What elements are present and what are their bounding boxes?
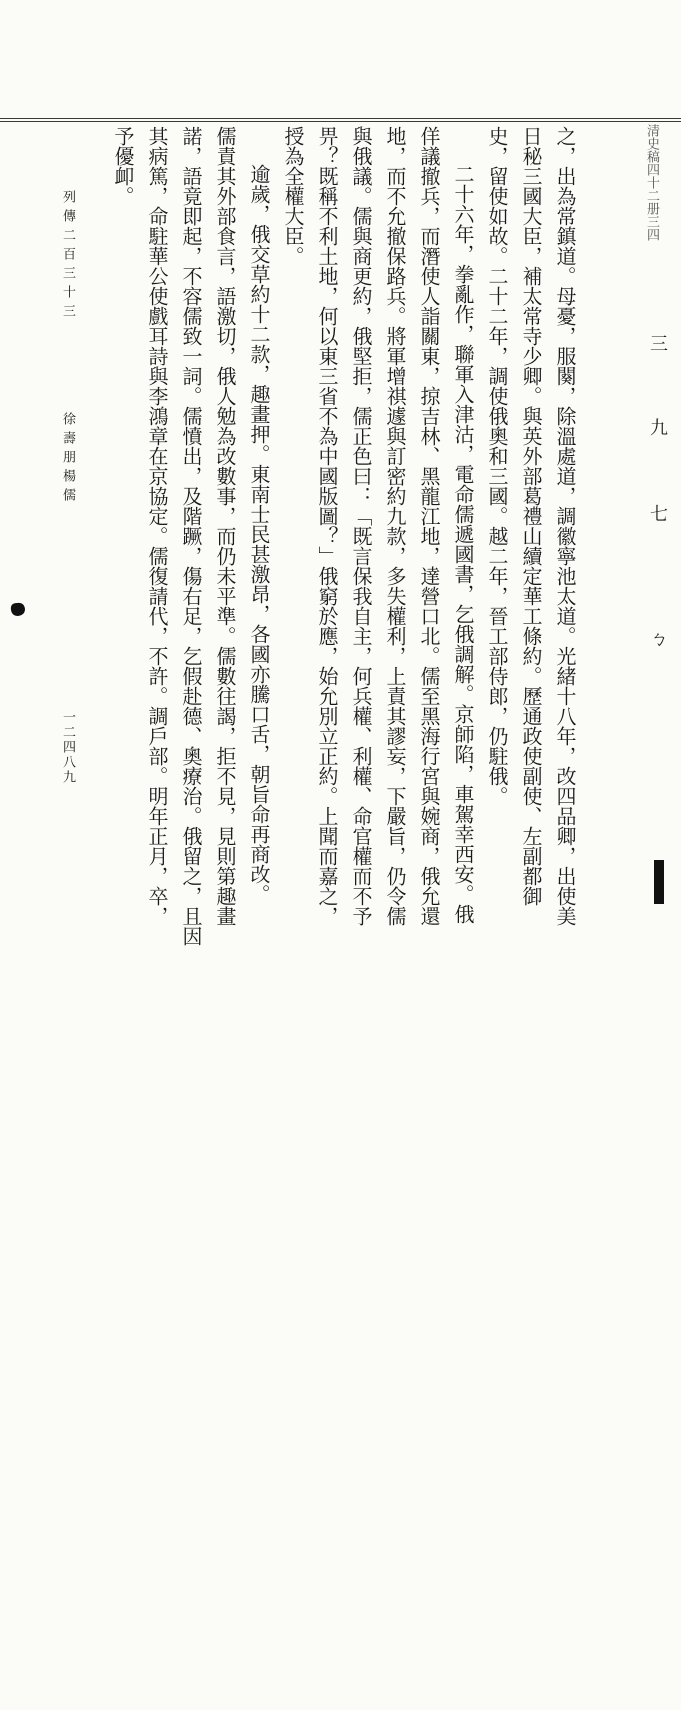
column-text: 之，出為常鎮道。母憂，服闋，除溫處道，調徽寧池太道。光緒十八年，改四品卿，出使美 [553, 126, 577, 926]
page-mark-1: 三 [650, 334, 668, 355]
column-text: 史，留使如故。二十二年，調使俄奧和三國。越二年，晉工部侍郎，仍駐俄。 [485, 126, 509, 806]
text-column-4 [446, 0, 480, 1164]
text-column-6 [378, 0, 412, 1126]
column-text: 其病篤，命駐華公使戲耳詩與李鴻章在京協定。儒復請代，不許。調戶部。明年正月，卒， [145, 126, 169, 926]
running-title: 清史稿四十二册三四 [644, 124, 659, 241]
names-text: 徐壽朋楊儒 [60, 412, 75, 507]
column-text: 逾歲，俄交草約十二款，趣畫押。東南士民甚激昂，各國亦騰口舌，朝旨命再商改。 [247, 164, 271, 904]
text-column-8 [310, 0, 344, 1126]
text-column-9 [276, 0, 310, 1126]
column-text: 與俄議。儒與商更約，俄堅拒，儒正色曰：「既言保我自主，何兵權、利權、命官權而不予 [349, 126, 373, 926]
column-text: 予優卹。 [111, 126, 135, 206]
text-column-2 [514, 0, 548, 1126]
text-column-13 [140, 0, 174, 1126]
column-text: 二十六年，拳亂作，聯軍入津沽，電命儒遞國書，乞俄調解。京師陷，車駕幸西安。俄 [451, 164, 475, 924]
column-text: 畀？既稱不利土地，何以東三省不為中國版圖？」俄窮於應，始允別立正約。上聞而嘉之， [315, 126, 339, 926]
text-column-7 [344, 0, 378, 1126]
column-text: 地，而不允撤保路兵。將軍增祺遽與訂密約九款，多失權利，上責其謬妄，下嚴旨，仍令儒 [383, 126, 407, 926]
column-text: 日秘三國大臣，補太常寺少卿。與英外部葛禮山續定華工條約。歷通政使副使、左副都御 [519, 126, 543, 906]
text-column-14 [106, 0, 140, 1126]
page-mark-2: 九 [650, 418, 668, 439]
text-column-10 [242, 0, 276, 1164]
text-column-5 [412, 0, 446, 1126]
ink-bar-mark [654, 860, 664, 904]
page-number-text: 一二四八九 [60, 710, 75, 785]
section-text: 列傳二百三十三 [60, 190, 75, 323]
text-column-11 [208, 0, 242, 1126]
ink-blot-mark [8, 600, 28, 618]
column-text: 諾，語竟即起，不容儒致一詞。儒憤出，及階蹶，傷右足，乞假赴德、奧療治。俄留之，且因 [179, 126, 203, 946]
page-mark-3: 七 [650, 504, 668, 525]
column-text: 儒責其外部食言，語激切，俄人勉為改數事，而仍未平準。儒數往謁，拒不見，見則第趣畫 [213, 126, 237, 926]
text-column-1 [548, 0, 582, 1126]
page-mark-4: ㄅ [650, 629, 668, 650]
text-column-3 [480, 0, 514, 1126]
page-number [56, 0, 78, 1710]
column-text: 授為全權大臣。 [281, 126, 305, 266]
column-text: 佯議撤兵，而潛使人詣關東，掠吉林、黑龍江地，達營口北。儒至黑海行宮與婉商，俄允還 [417, 126, 441, 926]
text-column-12 [174, 0, 208, 1126]
